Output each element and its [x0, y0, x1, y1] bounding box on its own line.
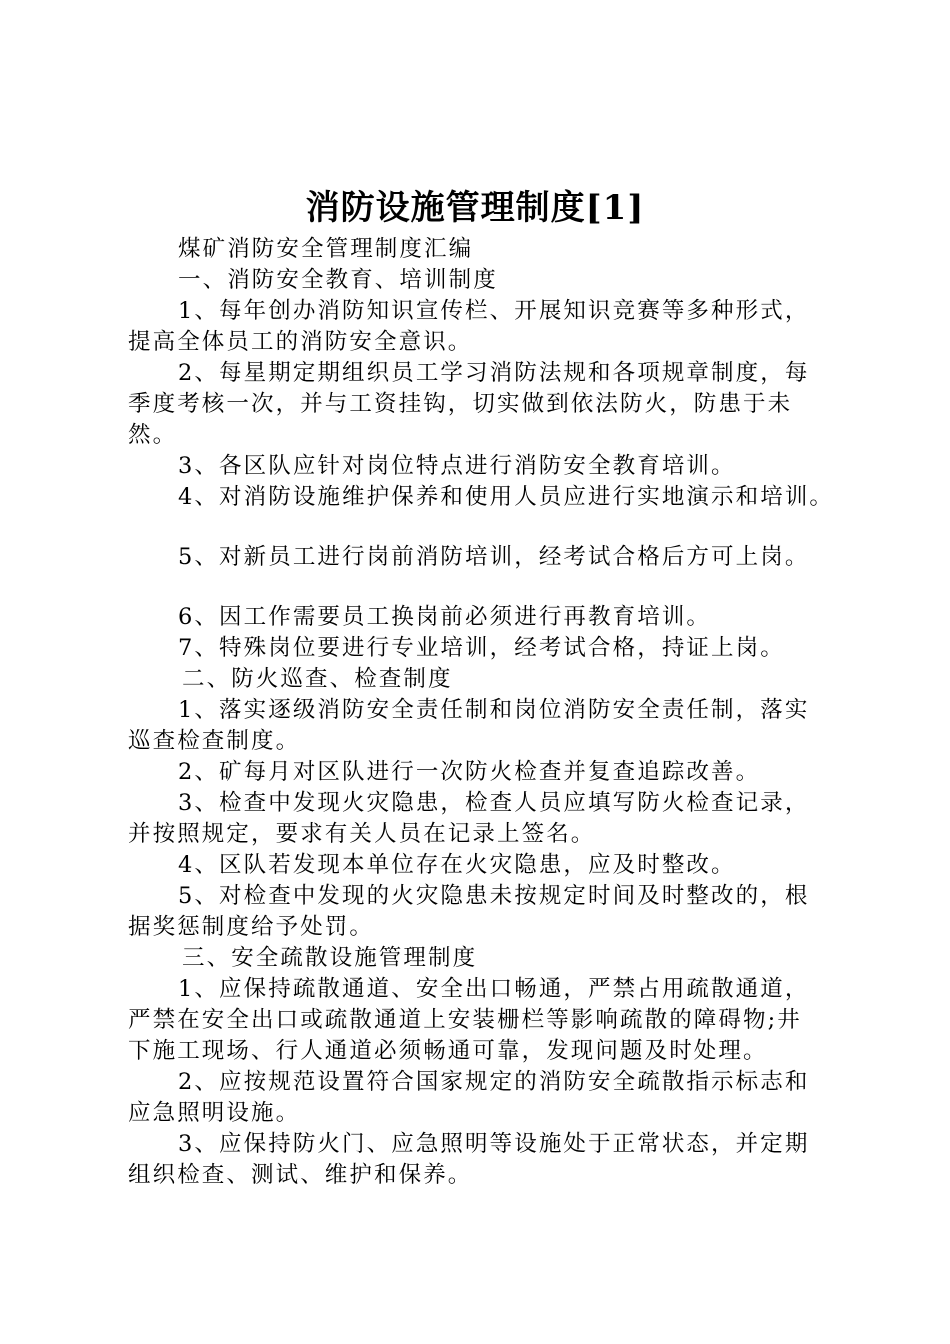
paragraph-line: 1、每年创办消防知识宣传栏、开展知识竞赛等多种形式， [178, 298, 810, 324]
paragraph-line: 3、检查中发现火灾隐患，检查人员应填写防火检查记录， [178, 790, 810, 816]
paragraph-line: 4、对消防设施维护保养和使用人员应进行实地演示和培训。 [178, 484, 835, 510]
paragraph-line: 严禁在安全出口或疏散通道上安装栅栏等影响疏散的障碍物;井 [128, 1007, 802, 1033]
paragraph-line: 2、应按规范设置符合国家规定的消防安全疏散指示标志和 [178, 1069, 810, 1095]
paragraph-line: 巡查检查制度。 [128, 728, 301, 754]
paragraph-line: 1、落实逐级消防安全责任制和岗位消防安全责任制，落实 [178, 697, 810, 723]
paragraph-line: 应急照明设施。 [128, 1100, 301, 1126]
subtitle-line: 煤矿消防安全管理制度汇编 [178, 236, 474, 262]
document-title: 消防设施管理制度[1] [305, 188, 645, 228]
paragraph-line: 2、矿每月对区队进行一次防火检查并复查追踪改善。 [178, 759, 761, 785]
paragraph-line: 5、对新员工进行岗前消防培训，经考试合格后方可上岗。 [178, 544, 810, 570]
paragraph-line: 并按照规定，要求有关人员在记录上签名。 [128, 821, 596, 847]
paragraph-line: 提高全体员工的消防安全意识。 [128, 329, 473, 355]
paragraph-line: 季度考核一次，并与工资挂钩，切实做到依法防火，防患于未 [128, 391, 793, 417]
paragraph-line: 6、因工作需要员工换岗前必须进行再教育培训。 [178, 604, 712, 630]
paragraph-line: 据奖惩制度给予处罚。 [128, 914, 375, 940]
paragraph-line: 组织检查、测试、维护和保养。 [128, 1162, 473, 1188]
section-heading-2: 二、防火巡查、检查制度 [182, 666, 453, 692]
paragraph-line: 2、每星期定期组织员工学习消防法规和各项规章制度，每 [178, 360, 810, 386]
paragraph-line: 5、对检查中发现的火灾隐患未按规定时间及时整改的，根 [178, 883, 810, 909]
paragraph-line: 1、应保持疏散通道、安全出口畅通，严禁占用疏散通道， [178, 976, 810, 1002]
blank-gap [128, 513, 840, 542]
paragraph-line: 4、区队若发现本单位存在火灾隐患，应及时整改。 [178, 852, 736, 878]
paragraph-line: 7、特殊岗位要进行专业培训，经考试合格，持证上岗。 [178, 635, 785, 661]
section-heading-1: 一、消防安全教育、培训制度 [178, 267, 498, 293]
paragraph-line: 3、应保持防火门、应急照明等设施处于正常状态，并定期 [178, 1131, 810, 1157]
blank-gap [128, 573, 840, 602]
paragraph-line: 下施工现场、行人通道必须畅通可靠，发现问题及时处理。 [128, 1038, 768, 1064]
paragraph-line: 然。 [128, 422, 178, 448]
paragraph-line: 3、各区队应针对岗位特点进行消防安全教育培训。 [178, 453, 736, 479]
section-heading-3: 三、安全疏散设施管理制度 [182, 945, 478, 971]
document-body [128, 234, 840, 1191]
